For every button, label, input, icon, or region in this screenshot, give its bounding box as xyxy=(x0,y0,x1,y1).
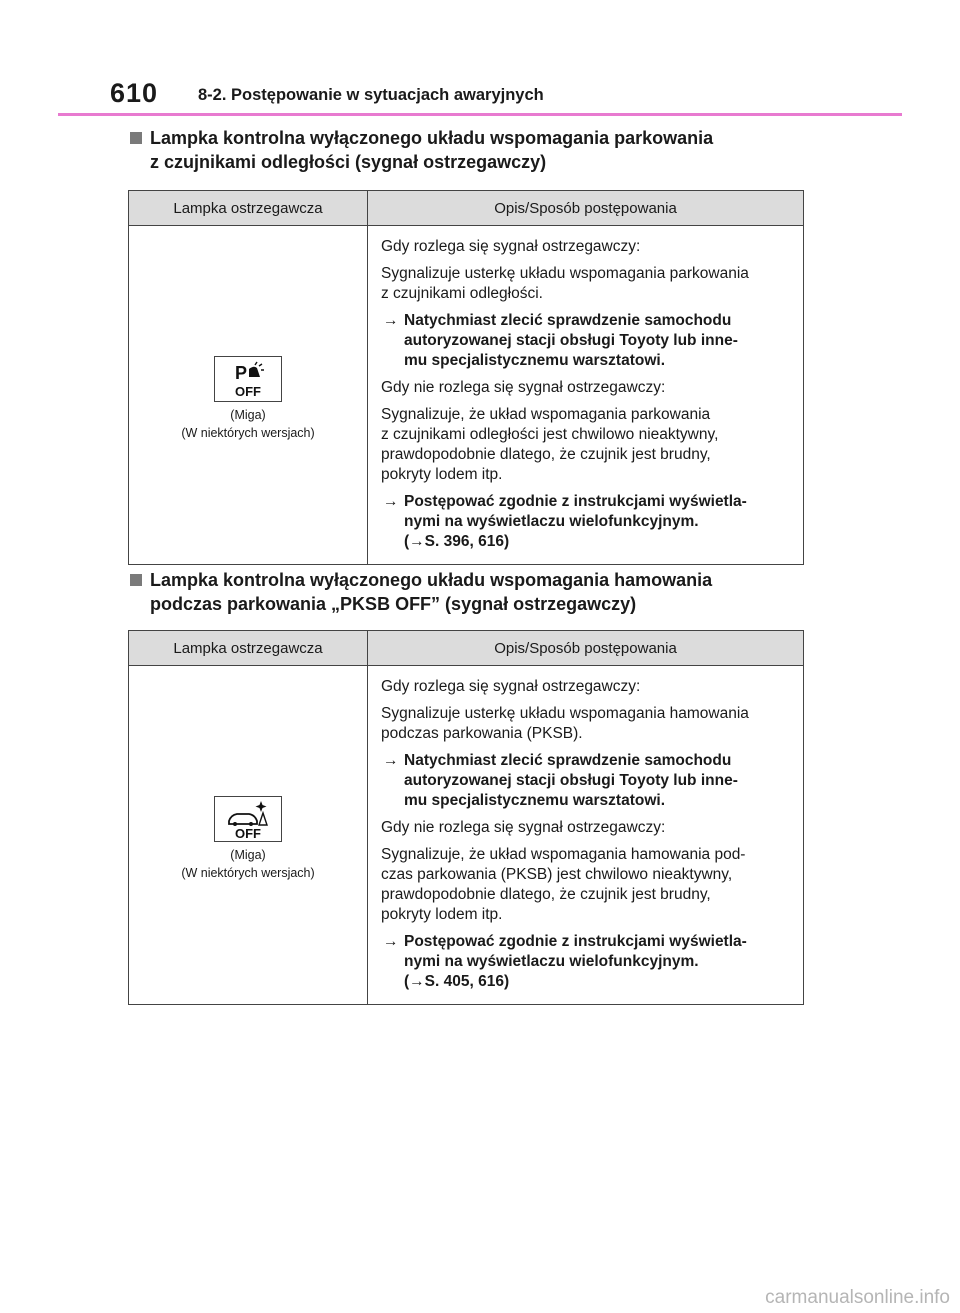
action-instruction: → Postępować zgodnie z instrukcjami wyświetla- nymi na wyświetlaczu wielofunkcyjnym. (→S. 396, 616) xyxy=(381,492,797,552)
arrow-icon: → xyxy=(383,312,399,329)
column-header-lamp: Lampka ostrzegawcza xyxy=(129,191,368,226)
section-title-line: podczas parkowania „PKSB OFF” (sygnał ostrzegawczy) xyxy=(150,594,637,614)
parking-sensor-off-icon xyxy=(214,356,282,402)
svg-text:P: P xyxy=(235,363,248,383)
description-cell xyxy=(368,666,804,1005)
description-text: Sygnalizuje, że układ wspomagania parkowania z czujnikami odległości jest chwilowo nieaktywny, prawdopodobnie dlatego, że czujnik jest brudny, pokryty lodem itp. xyxy=(381,406,719,483)
lamp-caption: (Miga) xyxy=(230,848,266,862)
condition-text: Gdy nie rozlega się sygnał ostrzegawczy: xyxy=(381,379,666,396)
action-instruction: → Natychmiast zlecić sprawdzenie samochodu autoryzowanej stacji obsługi Toyoty lub inne- mu specjalistycznemu warsztatowi. xyxy=(383,752,738,809)
column-header-description: Opis/Sposób postępowania xyxy=(368,191,804,226)
warning-table-2 xyxy=(128,630,804,1005)
condition-text: Gdy rozlega się sygnał ostrzegawczy: xyxy=(381,238,641,255)
svg-text:OFF: OFF xyxy=(235,384,261,399)
lamp-cell xyxy=(129,226,368,565)
bullet-square-icon xyxy=(130,574,142,586)
footer-watermark: carmanualsonline.info xyxy=(765,1287,950,1308)
lamp-caption: (Miga) xyxy=(230,408,266,422)
page-header xyxy=(110,78,900,118)
section-title-line: Lampka kontrolna wyłączonego układu wspomagania parkowania xyxy=(150,128,714,148)
description-text: Sygnalizuje, że układ wspomagania hamowania pod- czas parkowania (PKSB) jest chwilowo nieaktywny, prawdopodobnie dlatego, że czujnik jest brudny, pokryty lodem itp. xyxy=(381,846,746,923)
chapter-title: 8-2. Postępowanie w sytuacjach awaryjnych xyxy=(198,86,544,104)
condition-text: Gdy rozlega się sygnał ostrzegawczy: xyxy=(381,678,641,695)
arrow-icon: → xyxy=(383,933,399,950)
lamp-cell xyxy=(129,666,368,1005)
bullet-square-icon xyxy=(130,132,142,144)
arrow-icon: → xyxy=(383,493,399,510)
column-header-description: Opis/Sposób postępowania xyxy=(368,631,804,666)
lamp-note: (W niektórych wersjach) xyxy=(181,426,315,440)
svg-text:OFF: OFF xyxy=(235,826,261,841)
lamp-note: (W niektórych wersjach) xyxy=(181,866,315,880)
page-reference[interactable]: (→S. 405, 616) xyxy=(404,973,510,990)
pksb-off-icon xyxy=(214,796,282,842)
warning-table-1 xyxy=(128,190,804,565)
description-cell xyxy=(368,226,804,565)
description-text: Sygnalizuje usterkę układu wspomagania hamowania podczas parkowania (PKSB). xyxy=(381,705,749,742)
arrow-icon: → xyxy=(383,752,399,769)
action-instruction: → Postępować zgodnie z instrukcjami wyświetla- nymi na wyświetlaczu wielofunkcyjnym. (→S. 405, 616) xyxy=(381,932,797,992)
action-instruction: → Natychmiast zlecić sprawdzenie samochodu autoryzowanej stacji obsługi Toyoty lub inne- mu specjalistycznemu warsztatowi. xyxy=(383,312,738,369)
page-number: 610 xyxy=(110,78,159,108)
section-title-line: z czujnikami odległości (sygnał ostrzegawczy) xyxy=(150,152,547,172)
header-divider xyxy=(58,113,902,116)
condition-text: Gdy nie rozlega się sygnał ostrzegawczy: xyxy=(381,819,666,836)
page-reference[interactable]: (→S. 396, 616) xyxy=(404,533,510,550)
column-header-lamp: Lampka ostrzegawcza xyxy=(129,631,368,666)
section-title-line: Lampka kontrolna wyłączonego układu wspomagania hamowania xyxy=(150,570,713,590)
description-text: Sygnalizuje usterkę układu wspomagania parkowania z czujnikami odległości. xyxy=(381,265,749,302)
